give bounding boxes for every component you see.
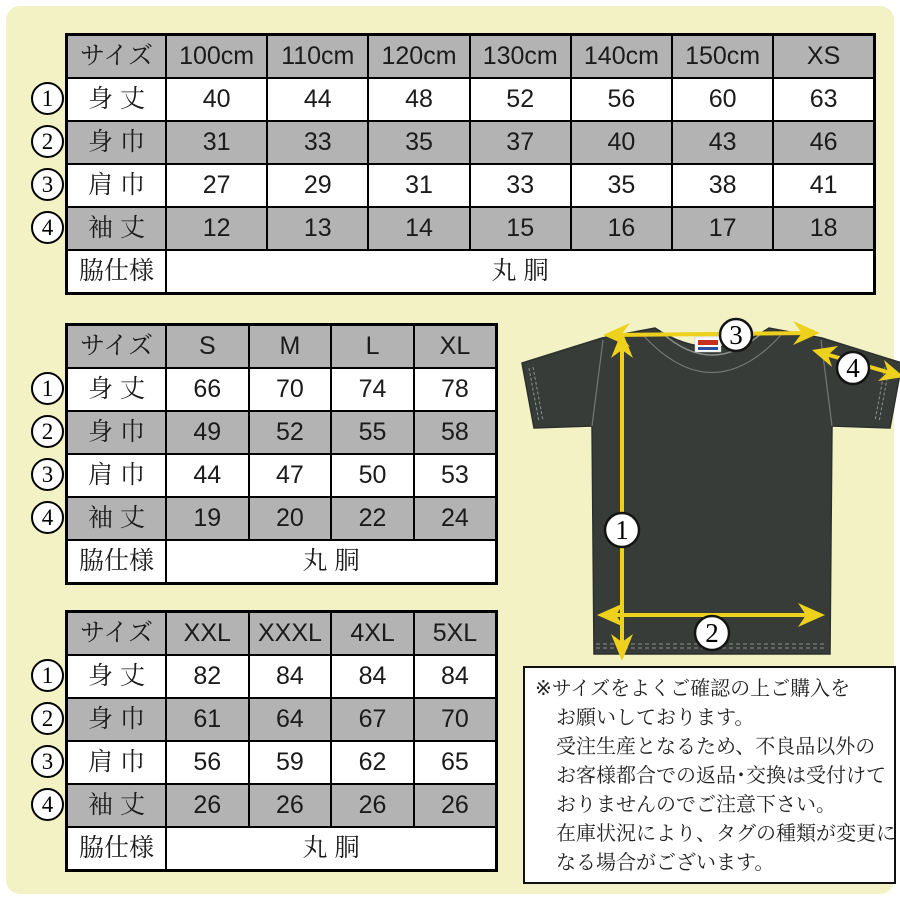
row-marker-3: 3 [31, 458, 64, 491]
measure-value: 43 [672, 121, 773, 164]
measure-value: 27 [166, 164, 267, 207]
measure-value: 64 [249, 698, 332, 741]
measure-value: 49 [166, 411, 249, 454]
size-column-header: 100cm [166, 35, 267, 79]
measure-value: 59 [249, 741, 332, 784]
size-column-header: S [166, 325, 249, 369]
measure-value: 24 [414, 497, 497, 540]
measure-value: 74 [331, 368, 414, 411]
measure-label: 身 巾 [67, 698, 167, 741]
measure-value: 48 [368, 78, 469, 121]
measure-value: 62 [331, 741, 414, 784]
measure-value: 65 [414, 741, 497, 784]
size-column-header: XS [773, 35, 874, 79]
size-header-label: サイズ [67, 35, 167, 79]
measure-value: 70 [249, 368, 332, 411]
side-spec-label: 脇仕様 [67, 540, 167, 584]
measure-value: 53 [414, 454, 497, 497]
brand-tag [695, 337, 721, 352]
size-column-header: M [249, 325, 332, 369]
side-spec-label: 脇仕様 [67, 827, 167, 871]
row-marker-3: 3 [31, 168, 64, 201]
measure-value: 55 [331, 411, 414, 454]
marker-shoulder-width: 3 [729, 320, 743, 350]
measure-value: 84 [249, 655, 332, 698]
s-to-xl-sizes [65, 323, 498, 585]
measure-value: 13 [267, 207, 368, 250]
side-spec-value: 丸 胴 [166, 540, 497, 584]
measure-label: 身 巾 [67, 121, 167, 164]
measure-value: 61 [166, 698, 249, 741]
measure-value: 26 [166, 784, 249, 827]
measure-value: 18 [773, 207, 874, 250]
measure-value: 70 [414, 698, 497, 741]
row-marker-4: 4 [31, 788, 64, 821]
measure-value: 78 [414, 368, 497, 411]
row-marker-3: 3 [31, 745, 64, 778]
measure-value: 26 [331, 784, 414, 827]
row-marker-2: 2 [31, 415, 64, 448]
kids-and-xs-sizes [65, 33, 876, 295]
size-column-header: 120cm [368, 35, 469, 79]
measure-value: 26 [414, 784, 497, 827]
measure-value: 22 [331, 497, 414, 540]
measure-value: 40 [571, 121, 672, 164]
measure-value: 84 [331, 655, 414, 698]
measure-value: 41 [773, 164, 874, 207]
measure-value: 29 [267, 164, 368, 207]
row-marker-1: 1 [31, 82, 64, 115]
size-column-header: 150cm [672, 35, 773, 79]
size-column-header: 4XL [331, 612, 414, 656]
measure-value: 84 [414, 655, 497, 698]
measure-label: 肩 巾 [67, 454, 167, 497]
measure-value: 38 [672, 164, 773, 207]
size-table-block-xxl-5xl [25, 610, 515, 880]
notice-line: 受注生産となるため、不良品以外の [556, 736, 876, 758]
notice-line: おりませんのでご注意下さい。 [556, 794, 836, 816]
xxl-to-5xl-sizes [65, 610, 498, 872]
measure-value: 46 [773, 121, 874, 164]
measure-value: 58 [414, 411, 497, 454]
row-marker-2: 2 [31, 702, 64, 735]
measure-value: 56 [571, 78, 672, 121]
measure-value: 33 [470, 164, 571, 207]
measure-label: 身 巾 [67, 411, 167, 454]
size-table-block-kids [25, 33, 885, 303]
measure-value: 63 [773, 78, 874, 121]
size-column-header: L [331, 325, 414, 369]
size-column-header: 140cm [571, 35, 672, 79]
measure-value: 17 [672, 207, 773, 250]
size-table-block-s-xl [25, 323, 515, 593]
row-marker-2: 2 [31, 125, 64, 158]
measure-value: 35 [368, 121, 469, 164]
measure-label: 袖 丈 [67, 497, 167, 540]
measure-value: 50 [331, 454, 414, 497]
row-marker-4: 4 [31, 211, 64, 244]
side-spec-value: 丸 胴 [166, 827, 497, 871]
measure-value: 26 [249, 784, 332, 827]
marker-sleeve-length: 4 [846, 353, 860, 383]
measure-label: 肩 巾 [67, 741, 167, 784]
row-marker-4: 4 [31, 501, 64, 534]
size-column-header: XXXL [249, 612, 332, 656]
measure-value: 60 [672, 78, 773, 121]
measure-value: 15 [470, 207, 571, 250]
measure-value: 12 [166, 207, 267, 250]
marker-body-width: 2 [705, 618, 719, 648]
measure-value: 33 [267, 121, 368, 164]
measure-label: 袖 丈 [67, 207, 167, 250]
tshirt-measurement-diagram [509, 314, 900, 664]
size-header-label: サイズ [67, 612, 167, 656]
measure-value: 52 [470, 78, 571, 121]
size-header-label: サイズ [67, 325, 167, 369]
measure-value: 47 [249, 454, 332, 497]
size-column-header: XXL [166, 612, 249, 656]
row-marker-1: 1 [31, 659, 64, 692]
notice-line: 在庫状況により、タグの種類が変更に [556, 823, 896, 845]
side-spec-value: 丸 胴 [166, 250, 875, 294]
row-marker-1: 1 [31, 372, 64, 405]
measure-value: 19 [166, 497, 249, 540]
measure-value: 52 [249, 411, 332, 454]
measure-value: 82 [166, 655, 249, 698]
measure-value: 44 [267, 78, 368, 121]
measure-value: 16 [571, 207, 672, 250]
purchase-notice-box [523, 666, 896, 884]
notice-line: お願いしております。 [556, 707, 755, 729]
measure-value: 67 [331, 698, 414, 741]
measure-value: 40 [166, 78, 267, 121]
measure-value: 35 [571, 164, 672, 207]
measure-label: 身 丈 [67, 78, 167, 121]
side-spec-label: 脇仕様 [67, 250, 167, 294]
size-column-header: 130cm [470, 35, 571, 79]
measure-label: 袖 丈 [67, 784, 167, 827]
size-column-header: 110cm [267, 35, 368, 79]
measure-label: 身 丈 [67, 368, 167, 411]
measure-value: 56 [166, 741, 249, 784]
notice-line: なる場合がございます。 [556, 852, 775, 874]
size-column-header: XL [414, 325, 497, 369]
measure-label: 身 丈 [67, 655, 167, 698]
image-background [6, 6, 894, 894]
notice-line: お客様都合での返品･交換は受付けて [556, 765, 886, 787]
measure-value: 20 [249, 497, 332, 540]
measure-value: 44 [166, 454, 249, 497]
measure-value: 66 [166, 368, 249, 411]
notice-line: ※サイズをよくご確認の上ご購入を [535, 678, 851, 700]
marker-body-length: 1 [615, 515, 629, 545]
size-column-header: 5XL [414, 612, 497, 656]
measure-value: 31 [368, 164, 469, 207]
measure-value: 31 [166, 121, 267, 164]
measure-value: 37 [470, 121, 571, 164]
measure-value: 14 [368, 207, 469, 250]
measure-label: 肩 巾 [67, 164, 167, 207]
